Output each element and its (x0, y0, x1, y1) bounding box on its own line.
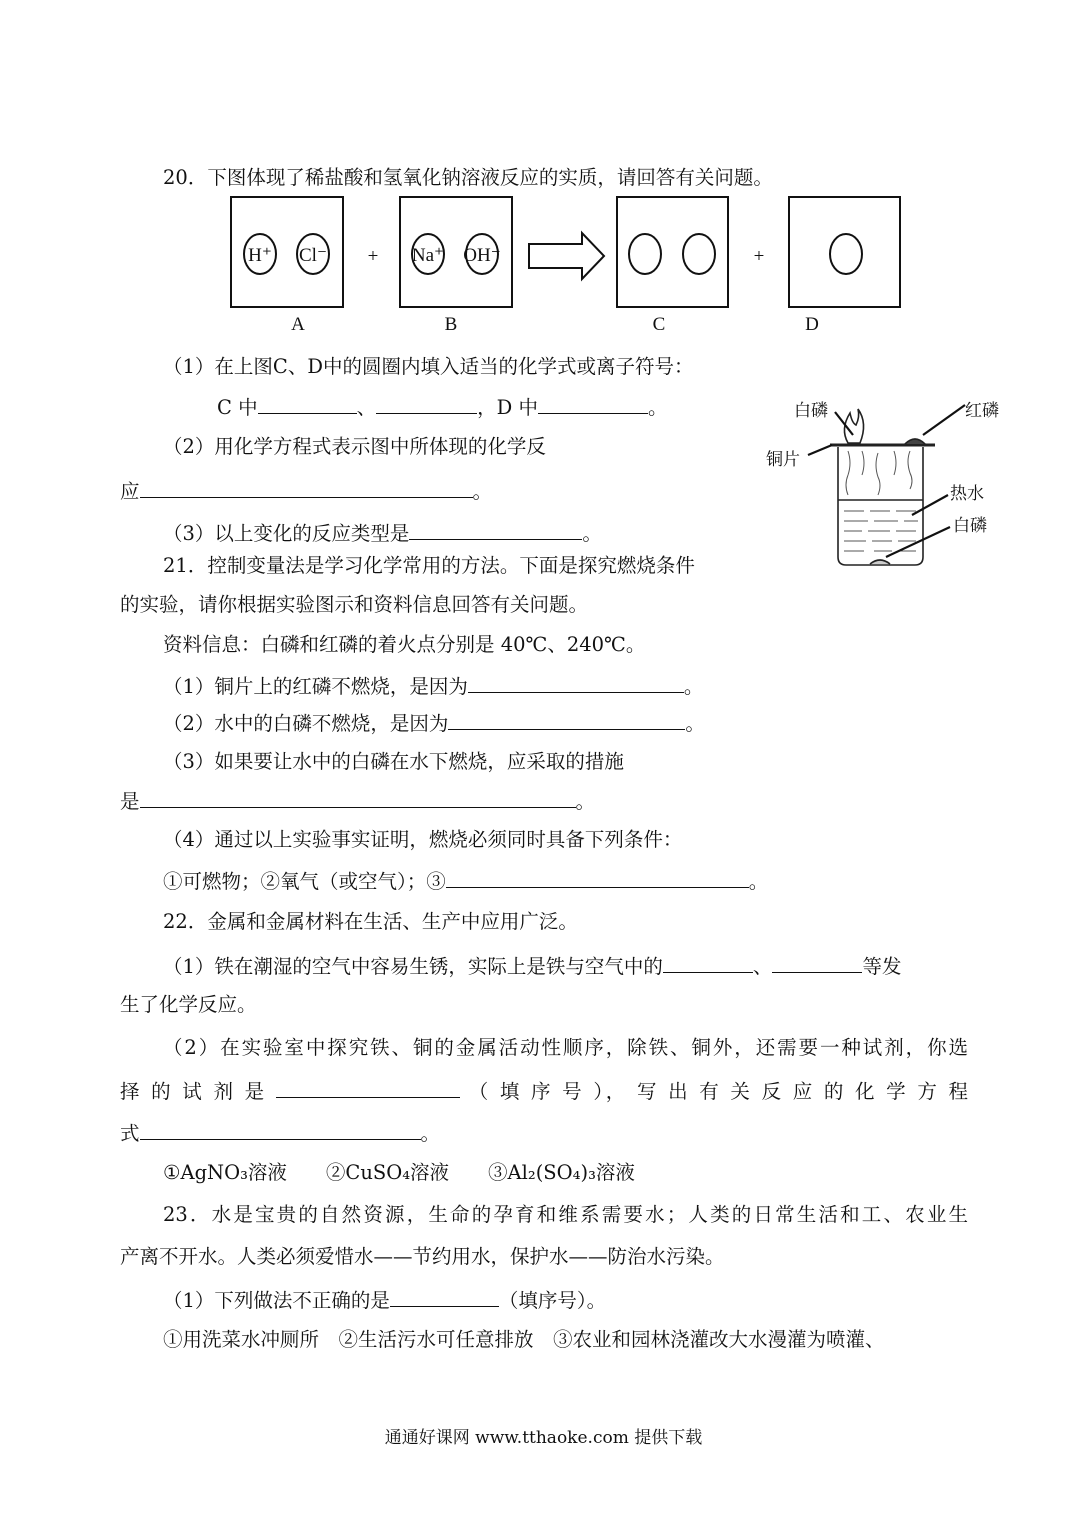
text-segment: 。 (582, 522, 602, 545)
text-segment: 。 (647, 396, 668, 419)
text-segment: 是 (120, 790, 140, 813)
text-line (163, 1202, 968, 1228)
text-line (163, 434, 546, 460)
text-segment: 生了化学反应。 (120, 993, 257, 1016)
label-hot-water: 热水 (950, 484, 984, 503)
answer-blank[interactable] (538, 393, 648, 414)
ion-label: Na⁺ (411, 245, 445, 266)
answer-blank[interactable] (140, 787, 576, 808)
plus-sign: + (367, 246, 379, 267)
text-segment: 23．水是宝贵的自然资源，生命的孕育和维系需要水；人类的日常生活和工、农业生 (163, 1203, 968, 1226)
text-line (163, 1160, 635, 1186)
answer-blank[interactable] (140, 477, 473, 498)
box-label: A (291, 314, 305, 335)
text-segment: 的实验，请你根据实验图示和资料信息回答有关问题。 (120, 593, 589, 616)
text-line (163, 354, 693, 380)
text-line (163, 165, 773, 191)
text-line (120, 787, 595, 815)
text-segment: 。 (748, 870, 769, 893)
text-segment: 、 (752, 955, 773, 978)
text-line (120, 1119, 440, 1147)
text-segment: （2）水中的白磷不燃烧，是因为 (163, 712, 449, 735)
text-line (163, 519, 602, 547)
text-line (217, 393, 668, 421)
text-line (163, 909, 578, 935)
text-line (120, 992, 257, 1018)
beaker-body (838, 447, 923, 565)
ion-label: OH⁻ (463, 245, 501, 266)
text-line (120, 1077, 968, 1105)
text-segment: 、 (356, 396, 377, 419)
text-segment: （填序号）。 (498, 1289, 607, 1312)
answer-blank[interactable] (409, 519, 582, 540)
text-segment: ，D 中 (477, 396, 538, 419)
text-segment: （1）在上图C、D中的圆圈内填入适当的化学式或离子符号： (163, 355, 694, 378)
text-segment: ①可燃物；②氧气（或空气）；③ (163, 870, 446, 893)
answer-blank[interactable] (390, 1286, 499, 1307)
text-line (163, 952, 901, 980)
red-phosphorus (905, 439, 925, 444)
answer-blank[interactable] (376, 393, 477, 414)
footer-text: 通通好课网 www.tthaoke.com 提供下载 (384, 1428, 703, 1448)
text-segment: （4）通过以上实验事实证明，燃烧必须同时具备下列条件： (163, 828, 683, 851)
box-label: B (444, 314, 458, 335)
label-copper-plate: 铜片 (766, 450, 800, 469)
text-line (163, 709, 705, 737)
text-segment: （3）如果要让水中的白磷在水下燃烧，应采取的措施 (163, 750, 624, 773)
answer-blank[interactable] (140, 1119, 421, 1140)
text-line (163, 749, 624, 775)
text-segment: 20．下图体现了稀盐酸和氢氧化钠溶液反应的实质，请回答有关问题。 (163, 166, 773, 189)
answer-blank[interactable] (772, 952, 862, 973)
text-segment: 。 (683, 675, 704, 698)
label-red-phosphorus: 红磷 (965, 401, 999, 420)
box-d (789, 197, 900, 307)
box-label: D (805, 314, 819, 335)
text-segment: 。 (472, 480, 493, 503)
text-segment: 。 (685, 712, 705, 735)
answer-blank[interactable] (448, 709, 685, 730)
ion-label: Cl⁻ (299, 245, 327, 266)
text-line (120, 1244, 725, 1270)
answer-blank[interactable] (258, 393, 357, 414)
empty-circle-c1 (629, 234, 661, 274)
text-segment: （2）在实验室中探究铁、铜的金属活动性顺序，除铁、铜外，还需要一种试剂，你选 (163, 1036, 968, 1059)
label-white-phosphorus-top: 白磷 (794, 401, 828, 420)
box-c (617, 197, 728, 307)
answer-blank[interactable] (446, 867, 749, 888)
answer-blank[interactable] (276, 1077, 460, 1098)
text-segment: （1）下列做法不正确的是 (163, 1289, 390, 1312)
empty-circle-c2 (683, 234, 715, 274)
empty-circle-d (830, 234, 862, 274)
text-segment: 式 (120, 1122, 140, 1145)
text-line (163, 1286, 606, 1314)
beaker-figure (760, 385, 1060, 585)
text-segment: 22．金属和金属材料在生活、生产中应用广泛。 (163, 910, 578, 933)
text-segment: 。 (420, 1122, 441, 1145)
answer-blank[interactable] (663, 952, 753, 973)
text-segment: 。 (575, 790, 596, 813)
text-segment: （3）以上变化的反应类型是 (163, 522, 410, 545)
ion-label: H⁺ (248, 245, 272, 266)
text-segment: （2）用化学方程式表示图中所体现的化学反 (163, 435, 546, 458)
text-segment: （ 填 序 号 ）， 写 出 有 关 反 应 的 化 学 方 程 (459, 1080, 968, 1103)
text-segment: 资料信息：白磷和红磷的着火点分别是 40℃、240℃。 (163, 633, 646, 656)
text-line (163, 827, 682, 853)
text-segment: ①AgNO₃溶液 ②CuSO₄溶液 ③Al₂(SO₄)₃溶液 (163, 1161, 635, 1184)
label-white-phosphorus-bottom: 白磷 (953, 516, 987, 535)
text-line (163, 1035, 968, 1061)
text-segment: ①用洗菜水冲厕所 ②生活污水可任意排放 ③农业和园林浇灌改大水漫灌为喷灌、 (163, 1328, 885, 1351)
white-phosphorus-bottom (870, 560, 890, 564)
answer-blank[interactable] (468, 672, 684, 693)
text-segment: 择 的 试 剂 是 (120, 1080, 276, 1103)
text-segment: 产离不开水。人类必须爱惜水——节约用水，保护水——防治水污染。 (120, 1245, 725, 1268)
plus-sign: + (753, 246, 765, 267)
text-line (163, 632, 645, 658)
text-segment: （1）铁在潮湿的空气中容易生锈，实际上是铁与空气中的 (163, 955, 663, 978)
text-line (163, 672, 703, 700)
text-line (120, 592, 588, 618)
text-segment: （1）铜片上的红磷不燃烧，是因为 (163, 675, 468, 698)
text-segment: C 中 (217, 396, 258, 419)
text-segment: 21．控制变量法是学习化学常用的方法。下面是探究燃烧条件 (163, 554, 695, 577)
text-line (120, 477, 492, 505)
text-segment: 应 (120, 480, 140, 503)
text-line (163, 1327, 885, 1353)
text-segment: 等发 (862, 955, 902, 978)
box-label: C (652, 314, 666, 335)
arrow-icon (529, 233, 604, 279)
text-line (163, 867, 768, 895)
text-line (163, 553, 695, 579)
